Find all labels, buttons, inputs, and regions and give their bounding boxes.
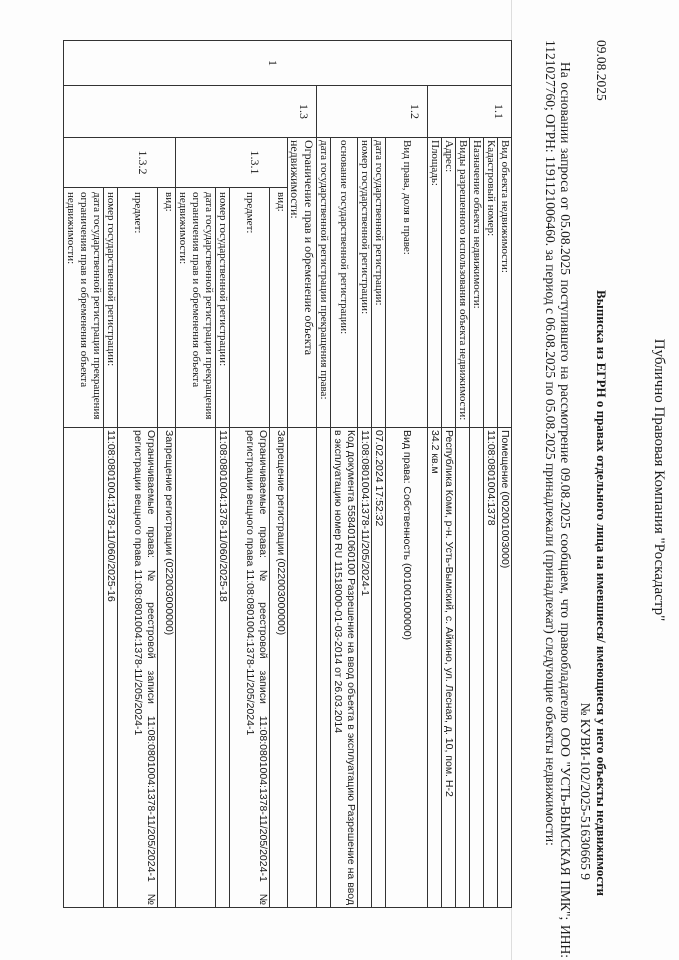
row-label: номер государственной регистрации: (104, 188, 118, 428)
row-label: дата государственной регистрации прекращения права: (317, 138, 331, 428)
row-value: 11:08:0801004:1378-11/060/2025-18 (216, 428, 230, 908)
restriction-header: Ограничение прав и обременение объекта недвижимости: (288, 138, 317, 428)
row-label: предмет: (230, 188, 270, 428)
table-row (270, 41, 288, 908)
subsection-number: 1.3.1 (176, 138, 288, 188)
row-value: 11:08:0801004:1378-11/205/2024-1 (358, 428, 372, 908)
row-label: Адрес: (442, 138, 456, 428)
row-label: Виды разрешенного использования объекта недвижимости: (456, 138, 470, 428)
table-row (358, 41, 372, 908)
row-label: вид: (270, 188, 288, 428)
row-value (288, 428, 317, 908)
table-row (288, 41, 317, 908)
row-label: предмет: (118, 188, 158, 428)
row-value: Республика Коми, р-н. Усть-Вымский, с. Айкино, ул. Лесная, д. 10, пом. Н-2 (442, 428, 456, 908)
table-row (317, 41, 331, 908)
table-row (484, 41, 498, 908)
row-label: дата государственной регистрации: (372, 138, 386, 428)
row-value: Ограничиваемые права: № реестровой записи 11:08:0801004:1378-11/205/2024-1 № регистрации вещного права 11:08:0801004:1378-11/205/2024-1 (118, 428, 158, 908)
row-label: Вид права, доля в праве: (386, 138, 428, 428)
row-value: 11:08:0801004:1378-11/060/2025-16 (104, 428, 118, 908)
table-row (456, 41, 470, 908)
subsection-number: 1.1 (428, 86, 512, 138)
row-label: Вид объекта недвижимости: (498, 138, 512, 428)
row-value: 07.02.2024 17:52:32 (372, 428, 386, 908)
table-row (386, 41, 428, 908)
table-row (498, 41, 512, 908)
row-value (64, 428, 104, 908)
section-number: 1 (64, 41, 512, 86)
subsection-number: 1.3.2 (64, 138, 176, 188)
row-label: дата государственной регистрации прекращения ограничения прав и обременения объекта недвижимости: (176, 188, 216, 428)
table-row (470, 41, 484, 908)
table-row (158, 41, 176, 908)
subsection-number: 1.3 (64, 86, 317, 138)
row-label: дата государственной регистрации прекращения ограничения прав и обременения объекта недвижимости: (64, 188, 104, 428)
row-label: номер государственной регистрации: (216, 188, 230, 428)
row-value (456, 428, 470, 908)
document-title: Выписка из ЕГРН о правах отдельного лица на имевшиеся/ имеющиеся у него объекты недвижимости (594, 290, 609, 896)
table-row (331, 41, 358, 908)
document-date: 09.08.2025 (594, 40, 609, 101)
table-row (428, 41, 442, 908)
row-value: 34.2 кв.м (428, 428, 442, 908)
row-value: Запрещение регистрации (022003000000) (270, 428, 288, 908)
row-value: 11:08:0801004:1378 (484, 428, 498, 908)
row-value: Запрещение регистрации (022003000000) (158, 428, 176, 908)
row-value: Помещение (002001003000) (498, 428, 512, 908)
row-value (176, 428, 216, 908)
row-value: Вид права: Собственность (001001000000) (386, 428, 428, 908)
row-label: Площадь: (428, 138, 442, 428)
row-label: Назначение объекта недвижимости: (470, 138, 484, 428)
row-value (470, 428, 484, 908)
row-label: основание государственной регистрации: (331, 138, 358, 428)
row-label: вид: (158, 188, 176, 428)
intro-paragraph: На основании запроса от 05.08.2025 поступившего на рассмотрение 09.08.2025 сообщаем, что правообладателю ООО "УСТЬ-ВЫМСКАЯ ПМК"; ИНН: 1121027760; ОГРН: 1191121006460. за период с 06.08.2025 по 05.08.2025 принадлежали (принадлежат) следующие объекты недвижимости: (543, 40, 573, 958)
table-row (372, 41, 386, 908)
row-label: Кадастровый номер: (484, 138, 498, 428)
property-table (63, 40, 512, 908)
document-number: № КУВИ-102/2025-51630665 9 (578, 702, 593, 880)
row-value: Код документа 558401060100 Разрешение на ввод объекта в эксплуатацию Разрешение на ввод в эксплуатацию номер RU 11518000-01-03-2014 от 26.03.2014 (331, 428, 358, 908)
row-value: Ограничиваемые права: № реестровой записи 11:08:0801004:1378-11/205/2024-1 № регистрации вещного права 11:08:0801004:1378-11/205/2024-1 (230, 428, 270, 908)
row-value (317, 428, 331, 908)
organization-name: Публично Правовая Компания "Роскадастр" (651, 338, 667, 622)
row-label: номер государственной регистрации: (358, 138, 372, 428)
subsection-number: 1.2 (317, 86, 428, 138)
table-row (442, 41, 456, 908)
